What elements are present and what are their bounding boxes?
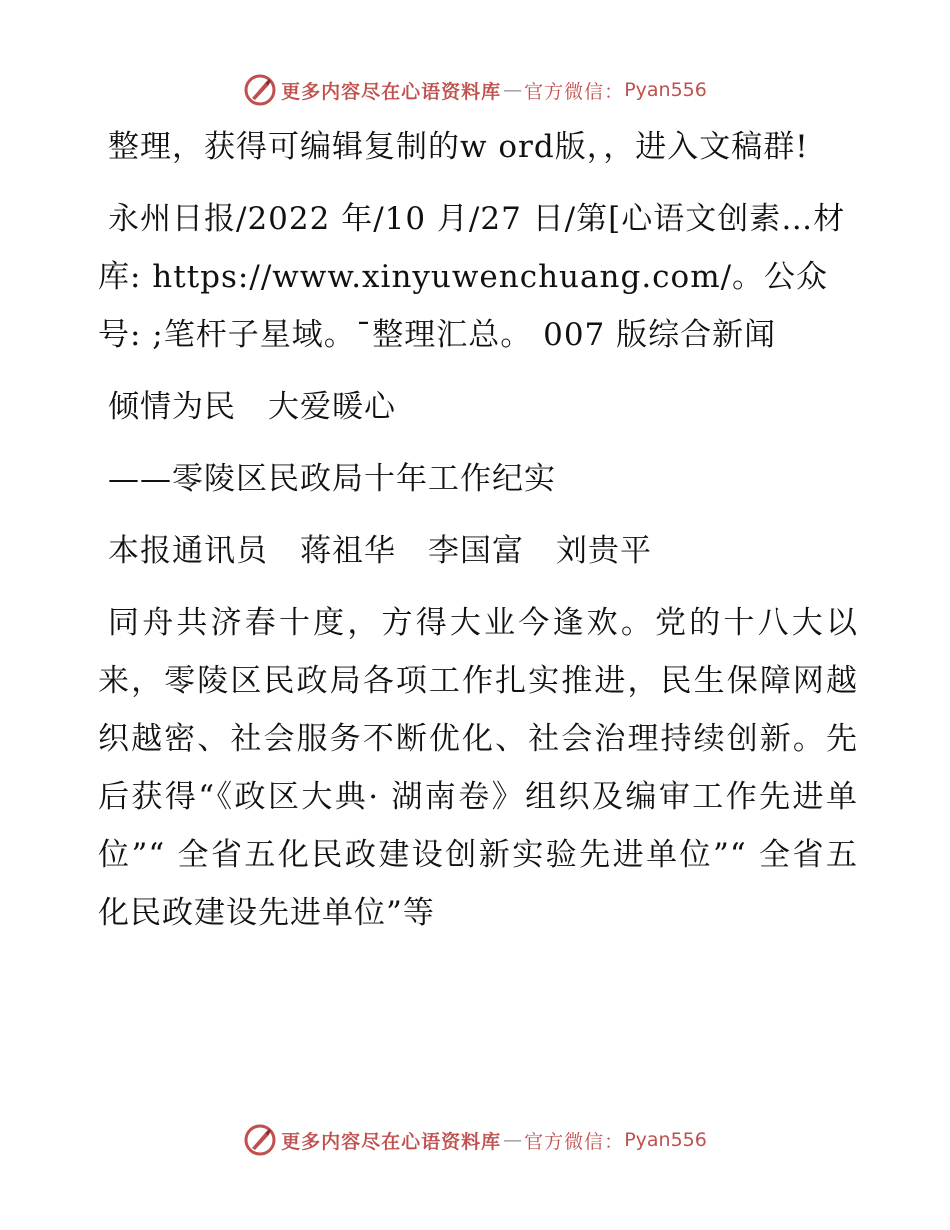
banner-sub-text: 官方微信： — [524, 1130, 625, 1153]
fountain-pen-logo-icon — [243, 1123, 277, 1157]
banner-wechat-handle: Pyan556 — [624, 79, 707, 101]
banner-separator: — — [503, 79, 523, 101]
intro-paragraph: 整理，获得可编辑复制的w ord版，，进入文稿群! — [108, 129, 809, 165]
source-paragraph: 永州日报/2022 年/10 月/27 日/第[心语文创素…材库: https://www.xinyuwenchuang.com/。公众号: ;笔杆子星域。¯整理汇总。 007 版综合新闻 — [98, 201, 846, 353]
article-byline: 本报通讯员 蒋祖华 李国富 刘贵平 — [108, 533, 652, 569]
banner-main-text: 更多内容尽在心语资料库 — [281, 80, 502, 103]
banner-sub-text: 官方微信： — [524, 80, 625, 103]
fountain-pen-logo-icon — [243, 73, 277, 107]
footer-watermark-banner — [0, 1120, 950, 1160]
banner-wechat-handle: Pyan556 — [624, 1129, 707, 1151]
banner-separator: — — [503, 1129, 523, 1151]
article-title: 倾情为民 大爱暖心 — [108, 389, 396, 425]
article-body-paragraph: 同舟共济春十度，方得大业今逢欢。党的十八大以来，零陵区民政局各项工作扎实推进，民生保障网越织越密、社会服务不断优化、社会治理持续创新。先后获得“《政区大典· 湖南卷》组织及编审工作先进单位”“ 全省五化民政建设创新实验先进单位”“ 全省五化民政建设先进单位”等 — [98, 605, 858, 931]
header-watermark-banner — [0, 70, 950, 110]
document-body — [98, 118, 858, 956]
banner-main-text: 更多内容尽在心语资料库 — [281, 1130, 502, 1153]
article-subtitle: ——零陵区民政局十年工作纪实 — [108, 461, 556, 497]
